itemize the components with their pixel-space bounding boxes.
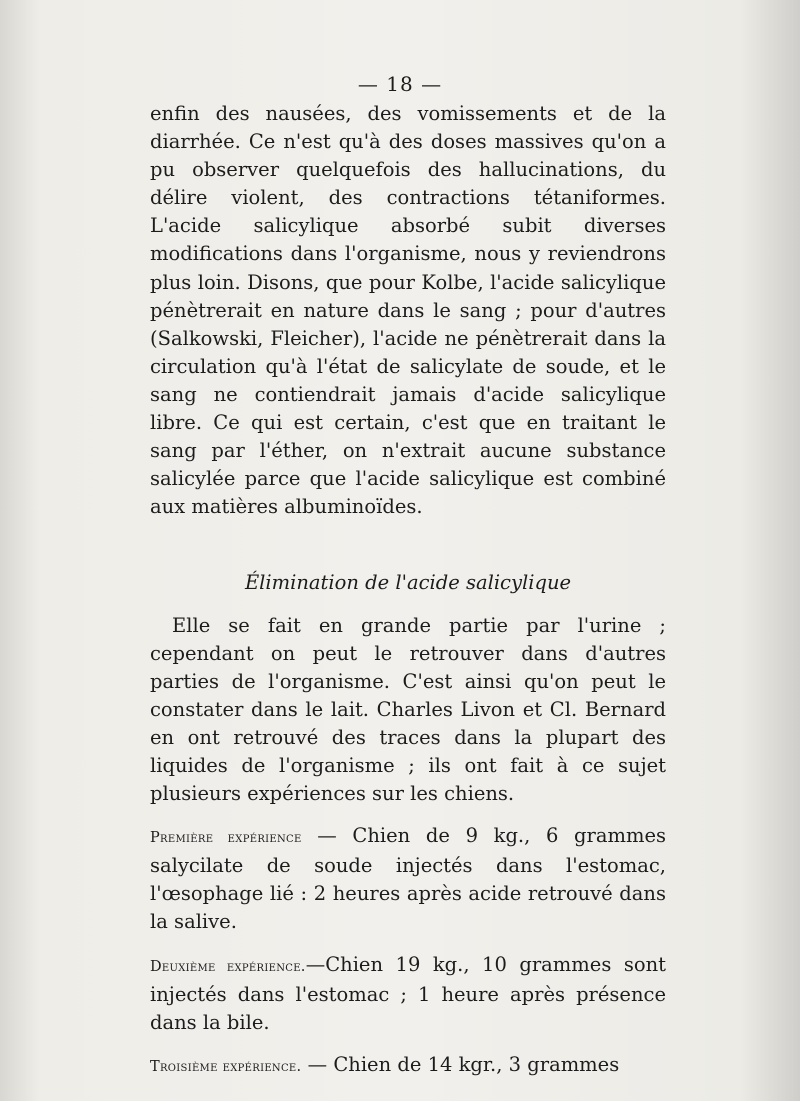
experiment-1: [150, 822, 666, 936]
section-title: Élimination de l'acide salicylique: [244, 571, 572, 595]
experiment-text: —Chien 19 kg., 10 grammes sont injectés dans l'estomac ; 1 heure après présence dans la bile.: [150, 952, 666, 1034]
experiment-label: Deuxième expérience.: [150, 958, 306, 975]
experiment-text: — Chien de 9 kg., 6 grammes salycilate de soude injectés dans l'estomac, l'œsophage lié : 2 heures après acide retrouvé dans la salive.: [150, 824, 667, 934]
page-number: — 18 —: [357, 72, 443, 96]
experiment-text: — Chien de 14 kgr., 3 grammes: [301, 1052, 620, 1076]
experiment-label: Troisième expérience.: [150, 1058, 302, 1075]
page-body: [150, 100, 666, 1081]
experiment-2: [150, 951, 666, 1037]
paragraph: enfin des nausées, des vomissements et de la diarrhée. Ce n'est qu'à des doses massives qu'on a pu observer quelquefois des hallucinations, du délire violent, des contractions tétaniformes. L'acide salicylique absorbé subit diverses modifications dans l'organisme, nous y reviendrons plus loin. Disons, que pour Kolbe, l'acide salicylique pénètrerait en nature dans le sang ; pour d'autres (Salkowski, Fleicher), l'acide ne pénètrerait dans la circulation qu'à l'état de salicylate de soude, et le sang ne contiendrait jamais d'acide salicylique libre. Ce qui est certain, c'est que en traitant le sang par l'éther, on n'extrait aucune substance salicylée parce que l'acide salicylique est combiné aux matières albuminoïdes.: [150, 102, 666, 519]
paragraph: Elle se fait en grande partie par l'urine ; cependant on peut le retrouver dans d'autres parties de l'organisme. C'est ainsi qu'on peut le constater dans le lait. Charles Livon et Cl. Bernard en ont retrouvé des traces dans la plupart des liquides de l'organisme ; ils ont fait à ce sujet plusieurs expériences sur les chiens.: [150, 613, 666, 806]
experiment-label: Première expérience: [150, 830, 302, 847]
experiment-3: [150, 1051, 666, 1081]
